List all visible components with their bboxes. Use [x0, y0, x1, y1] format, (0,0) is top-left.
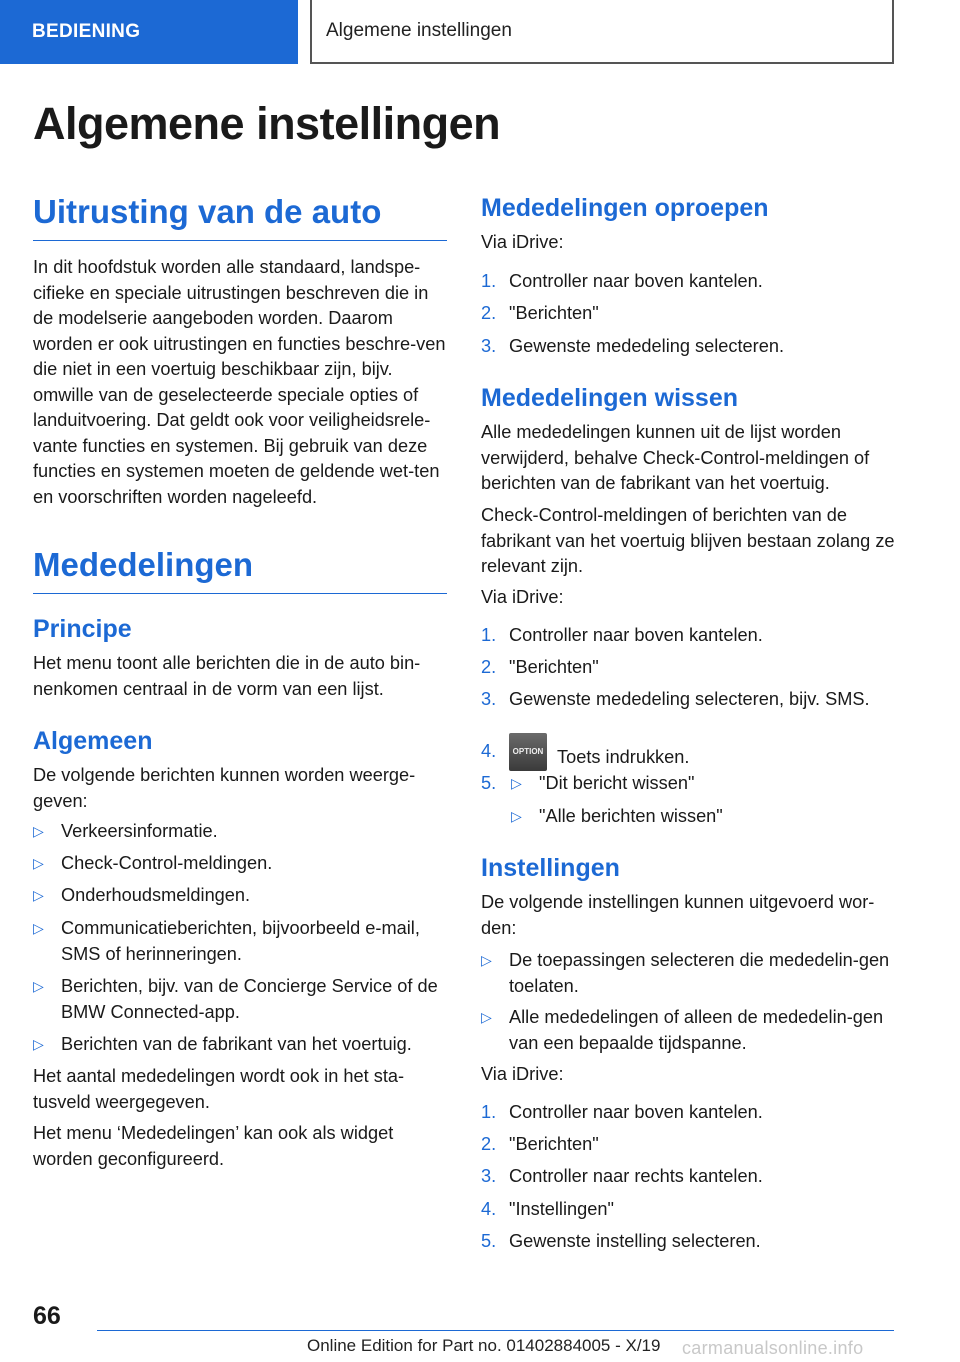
step-item: 3. Gewenste mededeling selecteren, bijv. SMS.	[481, 689, 870, 709]
step-item: 5. ▷ "Dit bericht wissen"	[481, 771, 895, 797]
triangle-bullet-icon: ▷	[33, 887, 44, 903]
step-item: 3. Controller naar rechts kantelen.	[481, 1166, 763, 1186]
step-item: 5. Gewenste instelling selecteren.	[481, 1231, 761, 1251]
footer-divider	[97, 1330, 894, 1331]
step-item: 1. Controller naar boven kantelen.	[481, 1102, 763, 1122]
list-item: ▷ Berichten van de fabrikant van het voertuig.	[33, 1032, 447, 1058]
step-item: 2. "Berichten"	[481, 1134, 599, 1154]
watermark: carmanualsonline.info	[682, 1338, 864, 1358]
triangle-bullet-icon: ▷	[33, 920, 44, 936]
triangle-bullet-icon: ▷	[511, 808, 522, 824]
heading-settings: Instellingen	[481, 854, 620, 882]
list-item: ▷ De toepassingen selecteren die mededelin-gen toelaten.	[481, 950, 890, 996]
triangle-bullet-icon: ▷	[33, 978, 44, 994]
heading-principle: Principe	[33, 615, 132, 643]
chapter-title: Algemene instellingen	[326, 20, 512, 41]
step-item: 4. "Instellingen"	[481, 1199, 614, 1219]
list-item: ▷ Check-Control-meldingen.	[33, 851, 447, 877]
delete-via: Via iDrive:	[481, 587, 564, 607]
footer-edition: Online Edition for Part no. 01402884005 - X/19	[307, 1336, 661, 1355]
triangle-bullet-icon: ▷	[33, 823, 44, 839]
list-item: ▷ Alle mededelingen of alleen de mededelin-gen van een bepaalde tijdspanne.	[481, 1007, 884, 1053]
principle-text: Het menu toont alle berichten die in de auto bin-nenkomen centraal in de vorm van een lijst.	[33, 653, 421, 699]
step-item: 1. Controller naar boven kantelen.	[481, 271, 763, 291]
page-number: 66	[33, 1302, 61, 1330]
list-item: ▷ Onderhoudsmeldingen.	[33, 883, 447, 909]
settings-intro: De volgende instellingen kunnen uitgevoerd wor-den:	[481, 892, 875, 938]
general-intro: De volgende berichten kunnen worden weerge-geven:	[33, 765, 416, 811]
triangle-bullet-icon: ▷	[481, 952, 492, 968]
heading-general: Algemeen	[33, 727, 153, 755]
step-item: 2. "Berichten"	[481, 657, 599, 677]
step-item: 2. "Berichten"	[481, 303, 599, 323]
triangle-bullet-icon: ▷	[511, 775, 522, 791]
heading-call-up: Mededelingen oproepen	[481, 194, 769, 222]
list-item: ▷ Berichten, bijv. van de Concierge Service of de BMW Connected-app.	[33, 976, 438, 1022]
step-item: 1. Controller naar boven kantelen.	[481, 625, 763, 645]
heading-equipment: Uitrusting van de auto	[33, 192, 447, 241]
triangle-bullet-icon: ▷	[481, 1009, 492, 1025]
equipment-text: In dit hoofdstuk worden alle standaard, landspe-cifieke en speciale uitrustingen beschreven die in de modelserie aangeboden worden. Daarom worden er ook uitrustingen en functies beschre-ven die niet in een voertuig beschikbaar zijn, bijv. omwille van de geselecteerde speciale opties of landuitvoering. Dat geldt ook voor veiligheidsrele-vante functies en systemen. Bij gebruik van deze functies en systemen moeten de geldende wet-ten en voorschriften worden nageleefd.	[33, 257, 446, 507]
option-button-icon: OPTION	[509, 733, 547, 771]
triangle-bullet-icon: ▷	[33, 1036, 44, 1052]
triangle-bullet-icon: ▷	[33, 855, 44, 871]
chapter-header	[310, 0, 894, 64]
heading-messages: Mededelingen	[33, 545, 447, 594]
delete-para-1: Alle mededelingen kunnen uit de lijst worden verwijderd, behalve Check-Control-meldingen of berichten van de fabrikant van het voertuig.	[481, 422, 870, 493]
list-item: ▷ Verkeersinformatie.	[33, 819, 447, 845]
list-item: ▷ Communicatieberichten, bijvoorbeeld e-mail, SMS of herinneringen.	[33, 918, 420, 964]
section-tab: BEDIENING	[0, 0, 298, 64]
step-item: 4. OPTION Toets indrukken.	[481, 739, 895, 777]
call-up-via: Via iDrive:	[481, 232, 564, 252]
settings-via: Via iDrive:	[481, 1064, 564, 1084]
sub-list-item: ▷ "Alle berichten wissen"	[481, 804, 895, 830]
delete-para-2: Check-Control-meldingen of berichten van de fabrikant van het voertuig blijven bestaan zolang ze relevant zijn.	[481, 505, 895, 576]
page-title: Algemene instellingen	[33, 98, 501, 149]
general-para-1: Het aantal mededelingen wordt ook in het sta-tusveld weergegeven.	[33, 1066, 405, 1112]
heading-delete: Mededelingen wissen	[481, 384, 739, 412]
step-item: 3. Gewenste mededeling selecteren.	[481, 336, 784, 356]
general-para-2: Het menu ‘Mededelingen’ kan ook als widget worden geconfigureerd.	[33, 1123, 394, 1169]
